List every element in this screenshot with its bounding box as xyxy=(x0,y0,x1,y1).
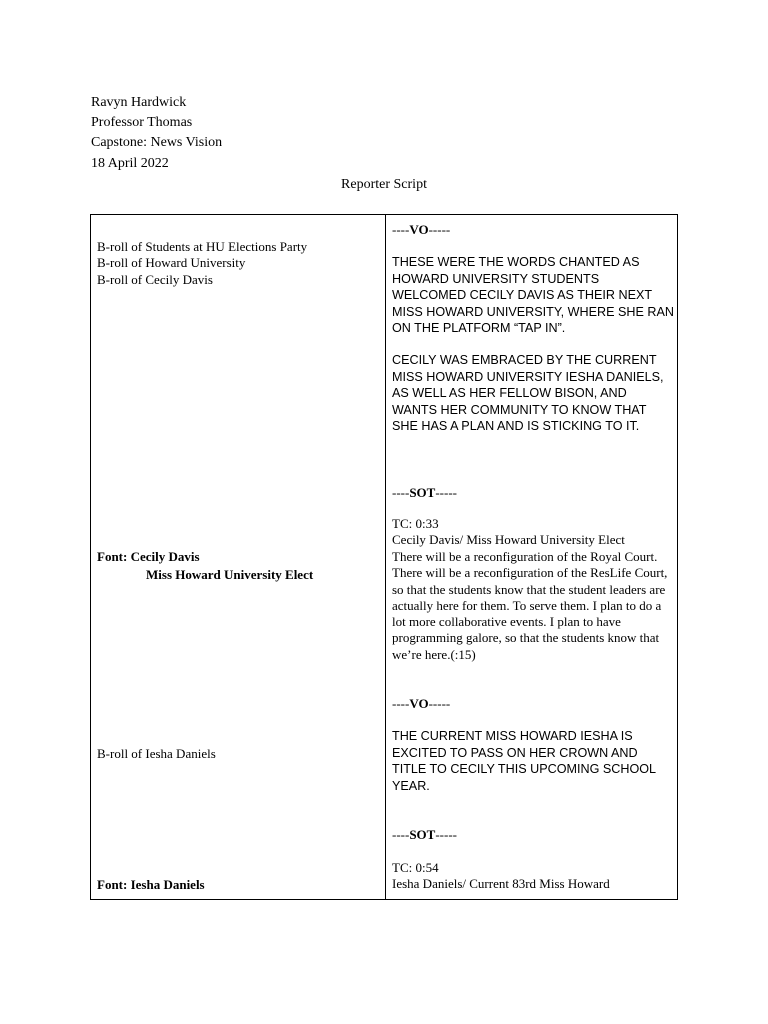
vo1-paragraph-2: CECILY WAS EMBRACED BY THE CURRENT MISS HOWARD UNIVERSITY IESHA DANIELS, AS WELL AS HER FELLOW BISON, AND WANTS HER COMMUNITY TO KNOW THAT SHE HAS A PLAN AND IS STICKING TO IT. xyxy=(392,353,664,433)
broll-howard-university: B-roll of Howard University xyxy=(97,255,246,270)
sot2-timecode: TC: 0:54 xyxy=(392,860,439,875)
sot1-quote: There will be a reconfiguration of the Royal Court. There will be a reconfiguration of the ResLife Court, so that the students know that the student leaders are actually here for them. To serve them. I plan to do a lot more collaborative events. I plan to have programming galore, so that the students know that we’re here.(:15) xyxy=(392,549,668,662)
font-iesha-daniels: Font: Iesha Daniels xyxy=(97,877,205,892)
document-date: 18 April 2022 xyxy=(91,156,169,171)
sot-marker-1: ----SOT----- xyxy=(392,485,457,500)
author-name: Ravyn Hardwick xyxy=(91,95,187,110)
sot-marker-2: ----SOT----- xyxy=(392,827,457,842)
sot2-speaker: Iesha Daniels/ Current 83rd Miss Howard xyxy=(392,876,610,891)
broll-cecily-davis: B-roll of Cecily Davis xyxy=(97,272,213,287)
sot1-timecode: TC: 0:33 xyxy=(392,516,439,531)
sot1-speaker: Cecily Davis/ Miss Howard University Elect xyxy=(392,532,625,547)
vo1-paragraph-1: THESE WERE THE WORDS CHANTED AS HOWARD UNIVERSITY STUDENTS WELCOMED CECILY DAVIS AS THEIR NEXT MISS HOWARD UNIVERSITY, WHERE SHE RAN ON THE PLATFORM “TAP IN”. xyxy=(392,255,674,335)
vo-marker-2: ----VO----- xyxy=(392,696,451,711)
professor-name: Professor Thomas xyxy=(91,115,193,130)
vo-marker-1: ----VO----- xyxy=(392,222,451,237)
column-divider xyxy=(385,215,386,899)
broll-students-party: B-roll of Students at HU Elections Party xyxy=(97,239,308,254)
font-cecily-title: Miss Howard University Elect xyxy=(146,567,314,582)
font-cecily-davis: Font: Cecily Davis xyxy=(97,549,200,564)
broll-iesha-daniels: B-roll of Iesha Daniels xyxy=(97,746,216,761)
course-name: Capstone: News Vision xyxy=(91,135,223,150)
vo2-paragraph: THE CURRENT MISS HOWARD IESHA IS EXCITED TO PASS ON HER CROWN AND TITLE TO CECILY THIS UPCOMING SCHOOL YEAR. xyxy=(392,729,656,793)
document-title: Reporter Script xyxy=(341,177,427,192)
script-table xyxy=(90,214,678,900)
